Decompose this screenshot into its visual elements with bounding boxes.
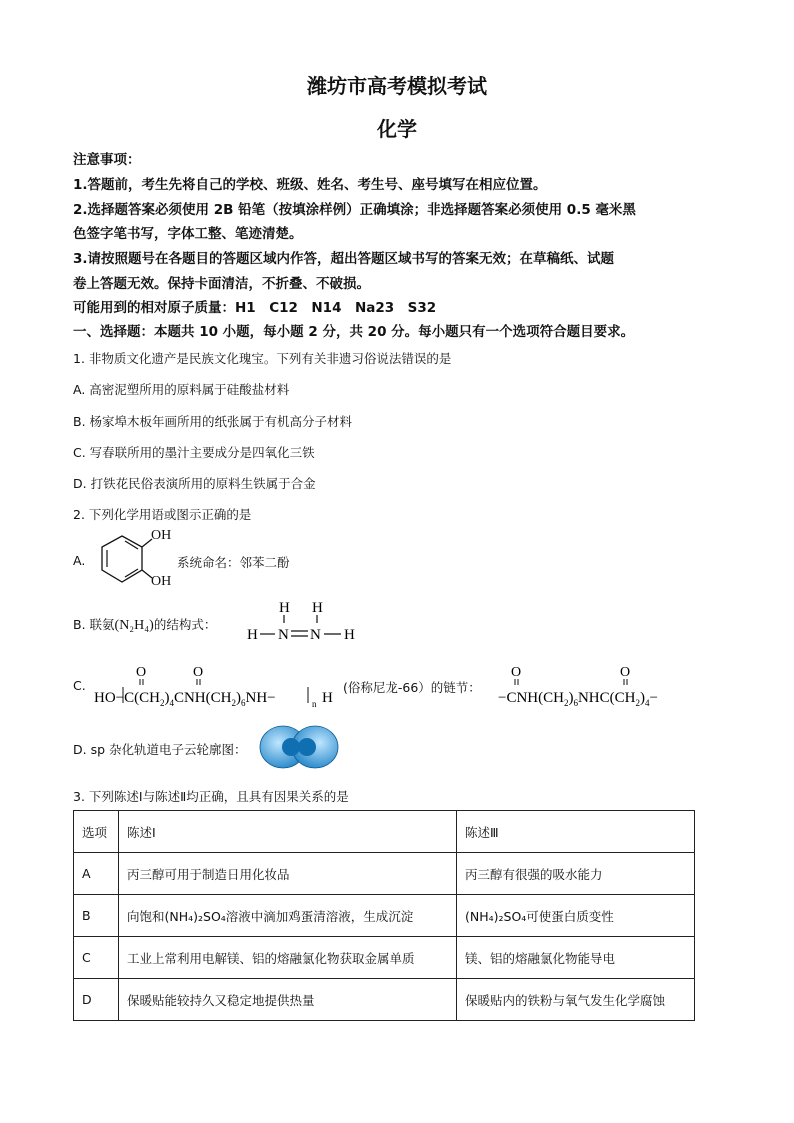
question-2-option-d: D. sp 杂化轨道电子云轮廓图： [73,742,247,757]
svg-text:−CNH(CH2)6NHC(CH2)4−: $-CNH(CH_2)_6NHC(CH_2)_4-$ [498,690,658,708]
question-2-stem: 2. 下列化学用语或图示正确的是 [73,507,252,522]
notice-heading: 注意事项： [73,152,141,168]
table-cell: 向饱和(NH₄)₂SO₄溶液中滴加鸡蛋清溶液，生成沉淀 [119,895,457,937]
table-cell: C [74,937,119,979]
table-cell: 保暖贴内的铁粉与氧气发生化学腐蚀 [457,979,695,1021]
svg-text:N: N [278,627,289,643]
table-row [74,895,695,937]
question-1-option-c: C. 写春联所用的墨汁主要成分是四氧化三铁 [73,445,315,460]
table-row [74,979,695,1021]
notice-item-2: 2.选择题答案必须使用 2B 铅笔（按填涂样例）正确填涂；非选择题答案必须使用 0.5 毫米黑 [73,202,636,218]
question-1-stem: 1. 非物质文化遗产是民族文化瑰宝。下列有关非遗习俗说法错误的是 [73,351,452,366]
question-3-stem: 3. 下列陈述Ⅰ与陈述Ⅱ均正确，且具有因果关系的是 [73,789,349,804]
question-3-table [73,810,695,1021]
table-cell: D [74,979,119,1021]
table-cell: 保暖贴能较持久又稳定地提供热量 [119,979,457,1021]
question-1-option-d: D. 打铁花民俗表演所用的原料生铁属于合金 [73,476,316,491]
catechol-oh-top: OH [151,528,172,543]
catechol-name: 系统命名：邻苯二酚 [177,555,290,570]
question-2-option-c-label: C. [73,678,86,693]
nylon66-note: (俗称尼龙-66）的链节： [343,680,481,695]
question-1-option-a: A. 高密泥塑所用的原料属于硅酸盐材料 [73,382,290,397]
notice-item-3-cont: 卷上答题无效。保持卡面清洁，不折叠、不破损。 [73,276,370,292]
question-2-option-b-label [73,615,216,634]
svg-text:HO−C(CH2)4CNH(CH2)6NH−: $HO-C(CH_2)_4CNH(CH_2)_6NH-$ [94,690,276,708]
section-heading: 一、选择题：本题共 10 小题，每小题 2 分，共 20 分。每小题只有一个选项符合题目要求。 [73,324,635,340]
svg-text:H: H [247,627,258,643]
svg-text:O: O [620,665,631,680]
table-header-row [74,811,695,853]
table-row [74,853,695,895]
svg-text:H: H [344,627,355,643]
table-cell: B [74,895,119,937]
question-2-option-a-label: A. [73,553,86,568]
svg-text:O: O [193,665,204,680]
table-cell: A [74,853,119,895]
table-cell: 镁、铝的熔融氯化物能导电 [457,937,695,979]
option-b-suffix: 的结构式： [153,617,217,632]
sp-orbital-diagram [258,723,340,771]
notice-item-3: 3.请按照题号在各题目的答题区域内作答，超出答题区域书写的答案无效；在草稿纸、试题 [73,251,615,267]
table-header-cell: 陈述Ⅰ [119,811,457,853]
svg-text:O: O [511,665,522,680]
table-cell: (NH₄)₂SO₄可使蛋白质变性 [457,895,695,937]
svg-text:N: N [310,627,321,643]
notice-item-2-cont: 色签字笔书写，字体工整、笔迹清楚。 [73,226,303,242]
exam-title: 潍坊市高考模拟考试 [307,74,487,98]
svg-text:H: H [279,600,290,616]
option-b-prefix: B. 联氨 [73,617,115,632]
svg-text:n: n [312,699,317,709]
subject-title: 化学 [377,117,417,141]
table-cell: 丙三醇有很强的吸水能力 [457,853,695,895]
nylon66-formula [92,659,342,709]
svg-text:O: O [136,665,147,680]
nylon66-repeat-unit [497,659,697,709]
atomic-mass-line: 可能用到的相对原子质量：H1 C12 N14 Na23 S32 [73,300,437,316]
table-header-cell: 选项 [74,811,119,853]
hydrazine-formula: (N₂H₄) [114,618,154,633]
question-1-option-b: B. 杨家埠木板年画所用的纸张属于有机高分子材料 [73,414,353,429]
table-header-cell: 陈述Ⅲ [457,811,695,853]
hydrazine-structure [245,596,365,646]
svg-text:H: H [312,600,323,616]
svg-text:H: H [322,690,333,706]
notice-item-1: 1.答题前，考生先将自己的学校、班级、姓名、考生号、座号填写在相应位置。 [73,177,547,193]
table-cell: 丙三醇可用于制造日用化妆品 [119,853,457,895]
table-row [74,937,695,979]
catechol-oh-bottom: OH [151,574,172,589]
table-cell: 工业上常利用电解镁、铝的熔融氯化物获取金属单质 [119,937,457,979]
